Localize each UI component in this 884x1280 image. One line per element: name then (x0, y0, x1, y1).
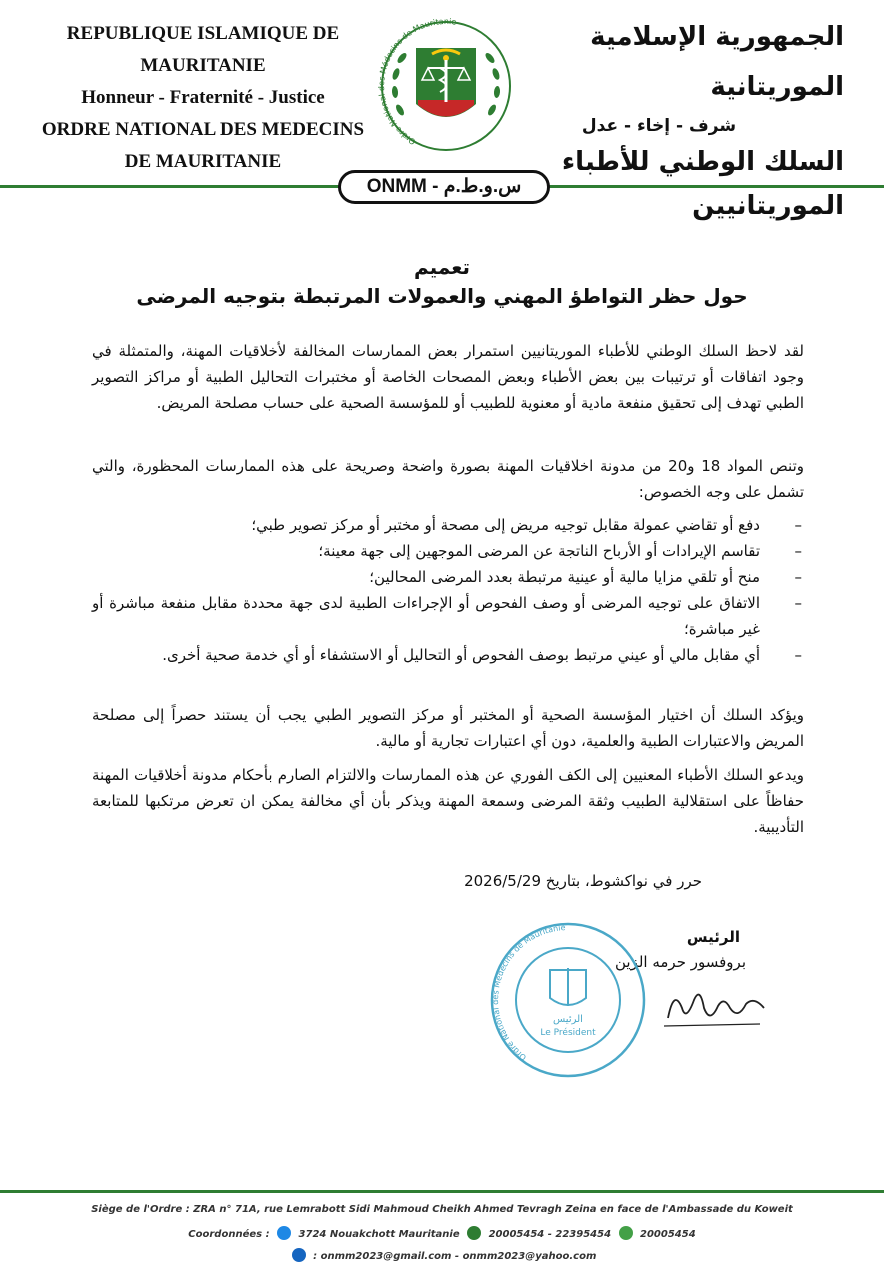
stamp-center-ar: الرئيس (553, 1014, 583, 1025)
president-label: الرئيس (686, 928, 740, 946)
motto-fr: Honneur - Fraternité - Justice (81, 87, 325, 108)
order-name-fr-2: DE MAURITANIE (124, 151, 282, 172)
header-french (18, 18, 388, 178)
motto-ar: شرف - إخاء - عدل (581, 116, 737, 136)
footer-contacts (0, 1226, 884, 1240)
list-item: – دفع أو تقاضي عمولة مقابل توجيه مريض إلى مصحة أو مختبر أو مركز تصوير طبي؛ (92, 512, 804, 538)
footer-emails (0, 1248, 884, 1262)
email-addresses: onmm2023@gmail.com - onmm2023@yahoo.com (320, 1251, 597, 1262)
order-name-fr-1: ORDRE NATIONAL DES MEDECINS (41, 119, 365, 140)
order-name-ar: السلك الوطني للأطباء الموريتانيين (561, 147, 844, 221)
prohibited-practices-list (92, 512, 804, 668)
president-name: بروفسور حرمه الزين (614, 953, 746, 971)
phone-icon (467, 1226, 481, 1240)
paragraph-4: ويدعو السلك الأطباء المعنيين إلى الكف الفوري عن هذه الممارسات والالتزام الصارم بأحكام مدونة أخلاقيات المهنة حفاظاً على استقلالية الطبيب وثقة المرضى وسمعة المهنة ويذكر بأن أي مخالفة يمكن ان تعرض مرتكبها للمتابعة التأديبية. (92, 766, 804, 836)
mail-icon (277, 1226, 291, 1240)
list-item: – الاتفاق على توجيه المرضى أو وصف الفحوص أو الإجراءات الطبية لدى جهة محددة مقابل منفعة مباشرة أو غير مباشرة؛ (92, 590, 804, 642)
paragraph-2: وتنص المواد 18 و20 من مدونة اخلاقيات المهنة بصورة واضحة وصريحة على هذه الممارسات المحظورة، والتي تشمل على وجه الخصوص: (92, 457, 804, 501)
republic-name-ar: الجمهورية الإسلامية الموريتانية (590, 22, 844, 102)
onmm-logo (376, 8, 516, 158)
email-label: : (313, 1251, 318, 1262)
signature (660, 978, 770, 1038)
phone-numbers: 20005454 - 22395454 (488, 1229, 612, 1240)
document-title: تعميم (413, 255, 471, 279)
stamp-center-fr: Le Président (540, 1028, 596, 1038)
list-item: – أي مقابل مالي أو عيني مرتبط بوصف الفحوص أو التحاليل أو الاستشفاء أو أي خدمة صحية أخرى. (92, 642, 804, 668)
header-arabic (514, 12, 844, 228)
contacts-label: Coordonnées : (188, 1229, 270, 1240)
place-date: حرر في نواكشوط، بتاريخ 2026/5/29 (464, 872, 702, 890)
official-stamp (488, 920, 648, 1080)
footer-rule (0, 1190, 884, 1193)
logo-ring-text: Ordre National des Médecins de Mauritanie (377, 16, 457, 147)
paragraph-3: ويؤكد السلك أن اختيار المؤسسة الصحية أو المختبر أو مركز التصوير الطبي يجب أن يستند حصراً إلى مصلحة المريض والاعتبارات الطبية والعلمية، دون أي اعتبارات تجارية أو مالية. (92, 706, 804, 750)
footer-address: Siège de l'Ordre : ZRA n° 71A, rue Lemrabott Sidi Mahmoud Cheikh Ahmed Tevragh Zeina en face de l'Ambassade du Koweit (91, 1204, 793, 1215)
stamp-ring-text: Ordre National des Médecins de Mauritanie (491, 923, 566, 1063)
whatsapp-icon (619, 1226, 633, 1240)
document-subtitle: حول حظر التواطؤ المهني والعمولات المرتبطة بتوجيه المرضى (136, 284, 748, 308)
po-box: 3724 Nouakchott Mauritanie (298, 1229, 460, 1240)
whatsapp-number: 20005454 (640, 1229, 696, 1240)
email-icon (292, 1248, 306, 1262)
republic-name-fr: REPUBLIQUE ISLAMIQUE DE MAURITANIE (66, 23, 340, 76)
list-item: – منح أو تلقي مزايا مالية أو عينية مرتبطة بعدد المرضى المحالين؛ (92, 564, 804, 590)
paragraph-1: لقد لاحظ السلك الوطني للأطباء الموريتانيين استمرار بعض الممارسات المخالفة لأخلاقيات المهنة، والمتمثلة في وجود اتفاقات أو ترتيبات بين بعض الأطباء وبعض المصحات الخاصة أو مختبرات التحاليل الطبية أو مراكز التصوير الطبي تهدف إلى تحقيق منفعة مادية أو معنوية للطبيب أو للمؤسسة الصحية على حساب مصلحة المريض. (92, 342, 804, 412)
list-item: – تقاسم الإيرادات أو الأرباح الناتجة عن المرضى الموجهين إلى جهة معينة؛ (92, 538, 804, 564)
onmm-badge: ONMM - س.و.ط.م (338, 170, 550, 204)
